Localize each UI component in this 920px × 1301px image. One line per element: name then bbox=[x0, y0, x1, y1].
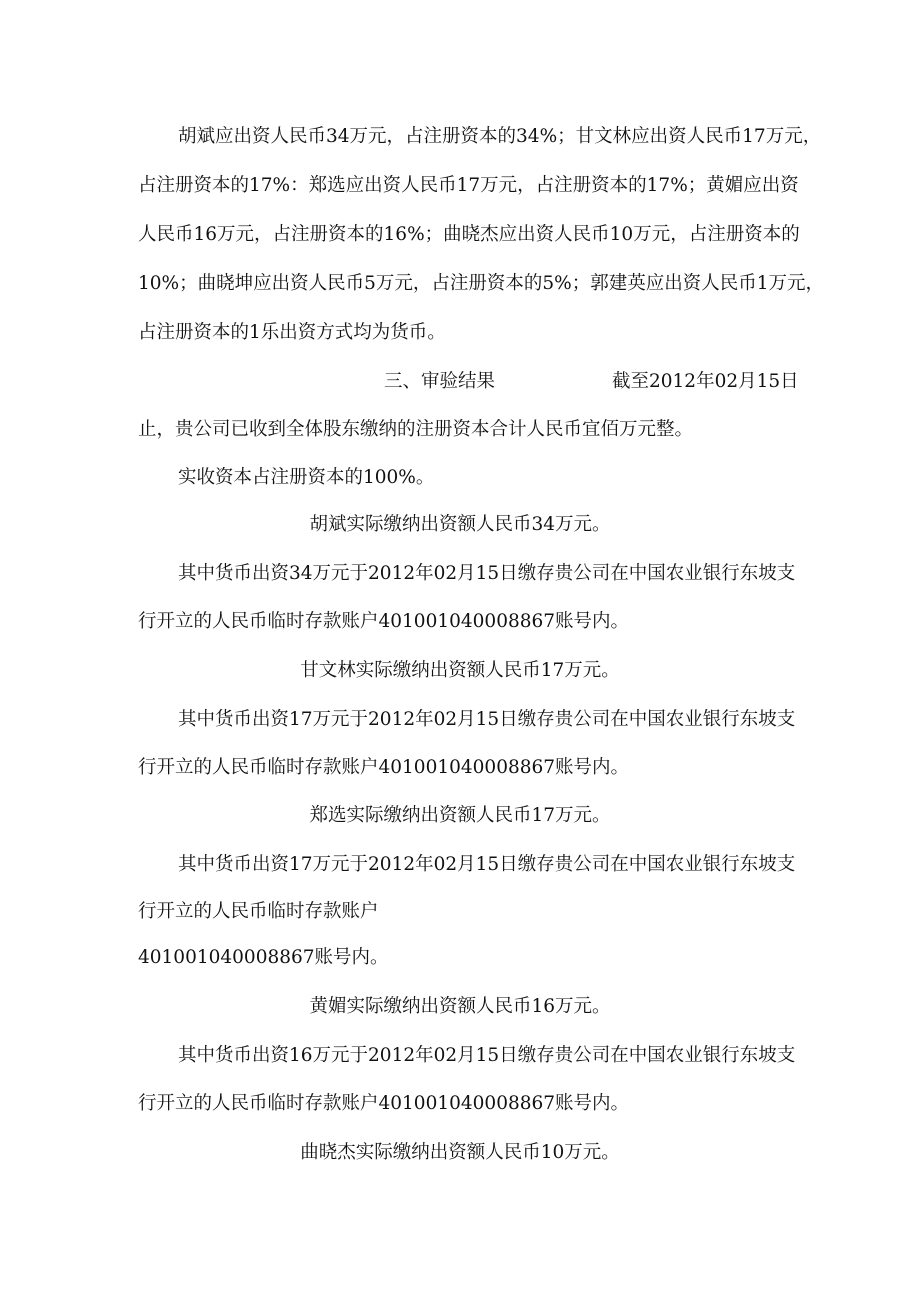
capital-paragraph-line-4: 10%；曲晓坤应出资人民币5万元，占注册资本的5%；郭建英应出资人民币1万元， bbox=[138, 273, 825, 294]
section-continuation: 止，贵公司已收到全体股东缴纳的注册资本合计人民币宜佰万元整。 bbox=[138, 419, 694, 440]
zhengxuan-detail-line-2: 行开立的人民币临时存款账户 bbox=[138, 901, 379, 922]
capital-paragraph-line-2: 占注册资本的17%：郑选应出资人民币17万元，占注册资本的17%；黄媚应出资 bbox=[138, 175, 799, 196]
zhengxuan-heading: 郑选实际缴纳出资额人民币17万元。 bbox=[309, 805, 611, 826]
paid-ratio-text: 实收资本占注册资本的100%。 bbox=[178, 467, 435, 488]
section-date-text: 截至2012年02月15日 bbox=[612, 371, 799, 392]
huangmei-heading: 黄媚实际缴纳出资额人民币16万元。 bbox=[309, 996, 611, 1017]
ganwenlin-detail-line-1: 其中货币出资17万元于2012年02月15日缴存贵公司在中国农业银行东坡支 bbox=[178, 709, 796, 730]
capital-paragraph-line-3: 人民币16万元，占注册资本的16%；曲晓杰应出资人民币10万元，占注册资本的 bbox=[138, 224, 800, 245]
hubin-detail-line-2: 行开立的人民币临时存款账户401001040008867账号内。 bbox=[138, 611, 630, 632]
huangmei-detail-line-1: 其中货币出资16万元于2012年02月15日缴存贵公司在中国农业银行东坡支 bbox=[178, 1045, 796, 1066]
section-title: 三、审验结果 bbox=[384, 371, 496, 392]
capital-paragraph-line-5: 占注册资本的1乐出资方式均为货币。 bbox=[138, 322, 446, 343]
capital-paragraph-line-1: 胡斌应出资人民币34万元，占注册资本的34%；甘文林应出资人民币17万元， bbox=[178, 126, 822, 147]
zhengxuan-detail-line-3: 401001040008867账号内。 bbox=[138, 947, 389, 968]
ganwenlin-detail-line-2: 行开立的人民币临时存款账户401001040008867账号内。 bbox=[138, 757, 630, 778]
hubin-heading: 胡斌实际缴纳出资额人民币34万元。 bbox=[309, 514, 611, 535]
hubin-detail-line-1: 其中货币出资34万元于2012年02月15日缴存贵公司在中国农业银行东坡支 bbox=[178, 563, 796, 584]
huangmei-detail-line-2: 行开立的人民币临时存款账户401001040008867账号内。 bbox=[138, 1093, 630, 1114]
ganwenlin-heading: 甘文林实际缴纳出资额人民币17万元。 bbox=[300, 660, 620, 681]
zhengxuan-detail-line-1: 其中货币出资17万元于2012年02月15日缴存贵公司在中国农业银行东坡支 bbox=[178, 854, 796, 875]
quxiaojie-heading: 曲晓杰实际缴纳出资额人民币10万元。 bbox=[300, 1142, 620, 1163]
